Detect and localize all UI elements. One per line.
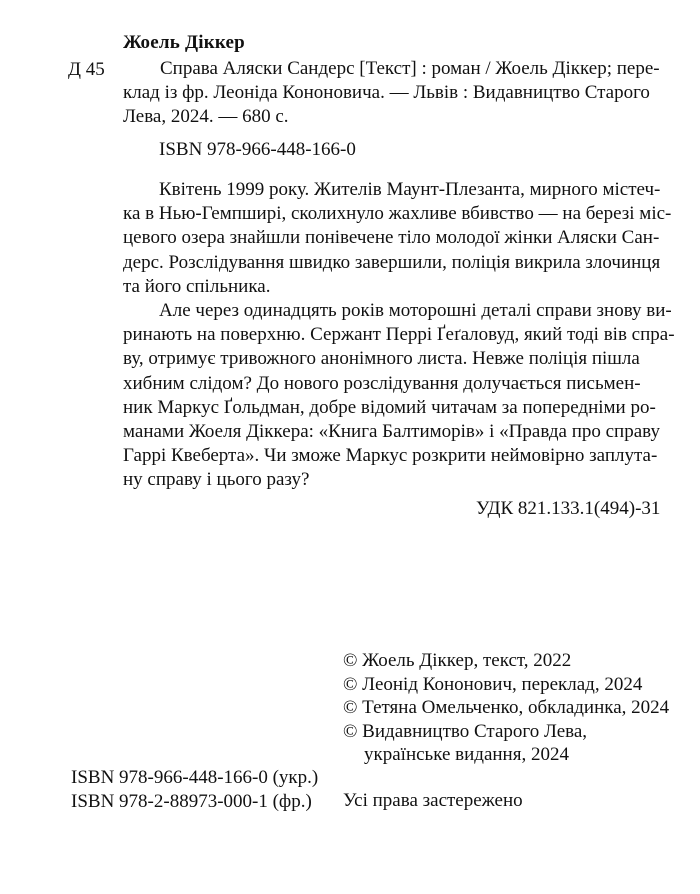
abstract-line: хибним слідом? До нового розслідування долучається письмен- [123, 372, 641, 394]
abstract-line: Квітень 1999 року. Жителів Маунт-Плезанта, мирного містеч- [159, 179, 661, 200]
isbn-main: ISBN 978-966-448-166-0 [159, 139, 356, 160]
udk-code: УДК 821.133.1(494)-31 [476, 498, 661, 519]
classification-code: Д 45 [68, 59, 105, 80]
abstract-line: Гаррі Квеберта». Чи зможе Маркус розкрити неймовірно заплута- [123, 445, 658, 467]
isbn-ukr: ISBN 978-966-448-166-0 (укр.) [71, 767, 319, 788]
rights-reserved: Усі права застережено [343, 790, 523, 811]
abstract-line: ка в Нью-Гемпширі, сколихнуло жахливе вбивство — на березі міс- [123, 203, 672, 225]
abstract-line: та його спільника. [123, 275, 271, 297]
copyright-line: © Леонід Кононович, переклад, 2024 [343, 673, 643, 695]
abstract-line: дерс. Розслідування швидко завершили, поліція викрила злочинця [123, 251, 661, 273]
abstract-line: ну справу і цього разу? [123, 469, 310, 491]
copyright-block [343, 649, 669, 767]
bibliographic-record [123, 57, 665, 129]
biblio-line-1: Справа Аляски Сандерс [Текст] : роман / Жоель Діккер; пере- [160, 58, 660, 79]
abstract-line: Але через одинадцять років моторошні деталі справи знову ви- [159, 300, 672, 322]
abstract-line: манами Жоеля Діккера: «Книга Балтиморів» і «Правда про справу [123, 421, 660, 443]
abstract-line: цевого озера знайшли понівечене тіло молодої жінки Аляски Сан- [123, 227, 660, 249]
copyright-line: © Тетяна Омельченко, обкладинка, 2024 [343, 697, 670, 719]
isbn-list [71, 766, 318, 814]
copyright-line: © Видавництво Старого Лева, [343, 720, 588, 742]
biblio-line-3: Лева, 2024. — 680 с. [123, 106, 289, 127]
isbn-fr: ISBN 978-2-88973-000-1 (фр.) [71, 791, 312, 812]
biblio-line-2: клад із фр. Леоніда Кононовича. — Львів : Видавництво Старого [123, 82, 650, 103]
abstract-line: ник Маркус Ґольдман, добре відомий читачам за попередніми ро- [123, 396, 656, 418]
abstract-line: ринають на поверхню. Сержант Перрі Ґеґаловуд, який тоді вів спра- [123, 324, 675, 346]
author-name: Жоель Діккер [123, 32, 245, 53]
abstract-line: ву, отримує тривожного анонімного листа. Невже поліція пішла [123, 348, 640, 370]
abstract [123, 178, 675, 493]
copyright-line: © Жоель Діккер, текст, 2022 [343, 650, 572, 671]
copyright-line: українське видання, 2024 [364, 744, 569, 766]
